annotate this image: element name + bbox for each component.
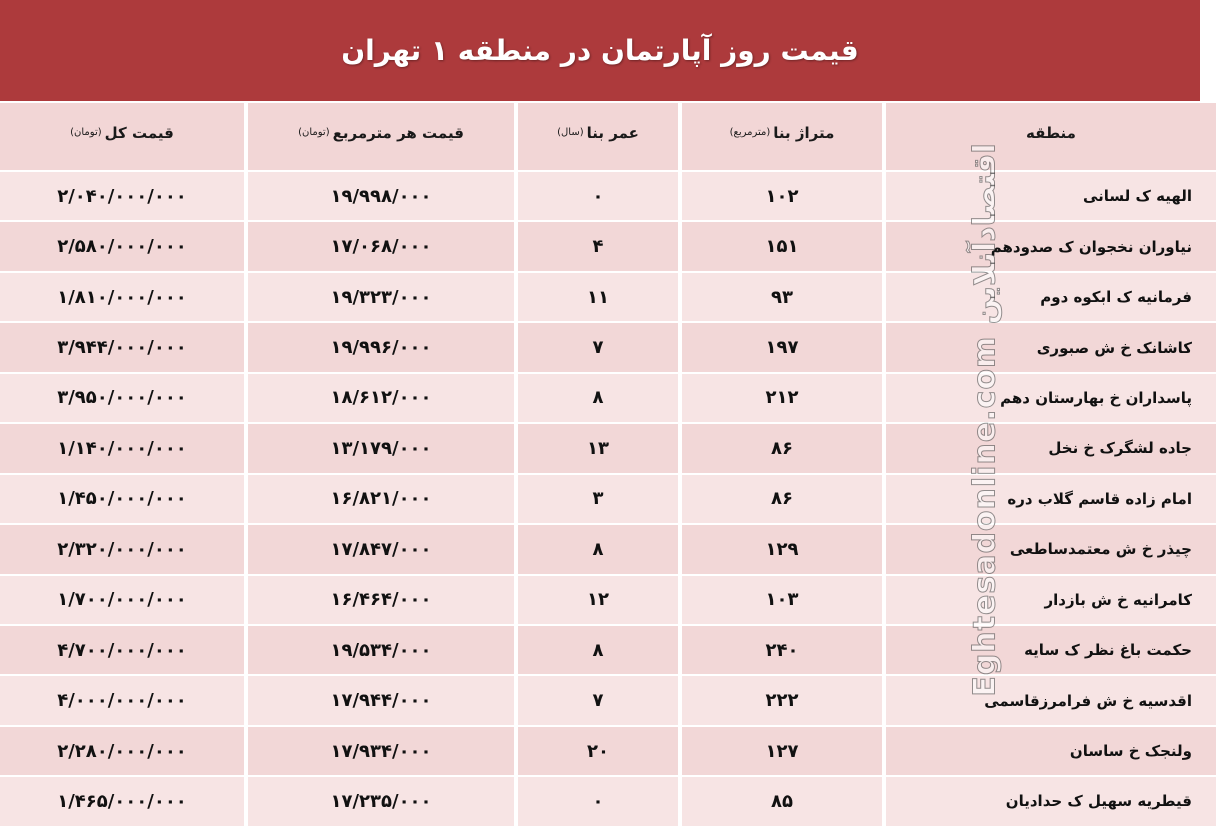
header-total-price-label: قیمت کل (104, 123, 174, 142)
total-price-cell: ۱/۷۰۰/۰۰۰/۰۰۰ (0, 576, 244, 624)
age-cell: ۱۱ (518, 273, 678, 321)
price-per-meter-cell: ۱۷/۸۴۷/۰۰۰ (248, 525, 514, 573)
price-per-meter-cell: ۱۹/۵۳۴/۰۰۰ (248, 626, 514, 674)
header-age-label: عمر بنا (586, 123, 639, 142)
header-total-price-unit: (تومان) (70, 127, 102, 138)
header-area-label: متراژ بنا (773, 123, 835, 142)
header-price-per-meter (248, 103, 514, 170)
total-price-cell: ۳/۹۴۴/۰۰۰/۰۰۰ (0, 323, 244, 371)
header-age-unit: (سال) (557, 127, 584, 138)
total-price-cell: ۲/۲۸۰/۰۰۰/۰۰۰ (0, 727, 244, 775)
age-cell: ۸ (518, 525, 678, 573)
region-cell: فرمانیه ک ابکوه دوم (886, 273, 1216, 321)
site-watermark: Eghtesadonline.com اقتصادآنلاین (967, 143, 1003, 697)
total-price-cell: ۲/۳۲۰/۰۰۰/۰۰۰ (0, 525, 244, 573)
price-table (0, 103, 1200, 812)
title-banner (0, 0, 1200, 103)
total-price-cell: ۱/۴۵۰/۰۰۰/۰۰۰ (0, 475, 244, 523)
total-price-cell: ۱/۴۶۵/۰۰۰/۰۰۰ (0, 777, 244, 825)
header-area (682, 103, 882, 170)
total-price-cell: ۳/۹۵۰/۰۰۰/۰۰۰ (0, 374, 244, 422)
age-cell: ۱۳ (518, 424, 678, 472)
age-cell: ۲۰ (518, 727, 678, 775)
region-cell: کاشانک خ ش صبوری (886, 323, 1216, 371)
header-total-price (0, 103, 244, 170)
total-price-cell: ۲/۵۸۰/۰۰۰/۰۰۰ (0, 222, 244, 270)
area-cell: ۸۶ (682, 424, 882, 472)
age-cell: ۴ (518, 222, 678, 270)
age-cell: ۰ (518, 777, 678, 825)
price-per-meter-cell: ۱۷/۲۳۵/۰۰۰ (248, 777, 514, 825)
area-cell: ۱۵۱ (682, 222, 882, 270)
page-title: قیمت روز آپارتمان در منطقه ۱ تهران (341, 34, 859, 67)
region-cell: کامرانیه خ ش بازدار (886, 576, 1216, 624)
region-cell: امام زاده قاسم گلاب دره (886, 475, 1216, 523)
region-cell: پاسداران خ بهارستان دهم (886, 374, 1216, 422)
price-per-meter-cell: ۱۶/۸۲۱/۰۰۰ (248, 475, 514, 523)
region-cell: قیطریه سهیل ک حدادیان (886, 777, 1216, 825)
area-cell: ۱۰۳ (682, 576, 882, 624)
price-per-meter-cell: ۱۹/۳۲۳/۰۰۰ (248, 273, 514, 321)
header-area-unit: (مترمربع) (729, 127, 771, 138)
price-per-meter-cell: ۱۳/۱۷۹/۰۰۰ (248, 424, 514, 472)
header-price-per-meter-label: قیمت هر مترمربع (332, 123, 464, 142)
price-per-meter-cell: ۱۶/۴۶۴/۰۰۰ (248, 576, 514, 624)
total-price-cell: ۴/۷۰۰/۰۰۰/۰۰۰ (0, 626, 244, 674)
age-cell: ۰ (518, 172, 678, 220)
price-per-meter-cell: ۱۷/۰۶۸/۰۰۰ (248, 222, 514, 270)
region-cell: حکمت باغ نظر ک سایه (886, 626, 1216, 674)
header-age (518, 103, 678, 170)
region-cell: جاده لشگرک خ نخل (886, 424, 1216, 472)
area-cell: ۲۱۲ (682, 374, 882, 422)
area-cell: ۲۲۲ (682, 676, 882, 724)
area-cell: ۱۰۲ (682, 172, 882, 220)
total-price-cell: ۲/۰۴۰/۰۰۰/۰۰۰ (0, 172, 244, 220)
price-per-meter-cell: ۱۷/۹۴۴/۰۰۰ (248, 676, 514, 724)
age-cell: ۷ (518, 323, 678, 371)
price-per-meter-cell: ۱۹/۹۹۶/۰۰۰ (248, 323, 514, 371)
age-cell: ۸ (518, 626, 678, 674)
area-cell: ۲۴۰ (682, 626, 882, 674)
price-per-meter-cell: ۱۸/۶۱۲/۰۰۰ (248, 374, 514, 422)
age-cell: ۱۲ (518, 576, 678, 624)
price-per-meter-cell: ۱۷/۹۳۴/۰۰۰ (248, 727, 514, 775)
region-cell: الهیه ک لسانی (886, 172, 1216, 220)
region-cell: چیذر خ ش معتمدساطعی (886, 525, 1216, 573)
area-cell: ۱۹۷ (682, 323, 882, 371)
area-cell: ۹۳ (682, 273, 882, 321)
region-cell: ولنجک خ ساسان (886, 727, 1216, 775)
region-cell: اقدسیه خ ش فرامرزقاسمی (886, 676, 1216, 724)
area-cell: ۱۲۹ (682, 525, 882, 573)
price-per-meter-cell: ۱۹/۹۹۸/۰۰۰ (248, 172, 514, 220)
age-cell: ۳ (518, 475, 678, 523)
area-cell: ۸۶ (682, 475, 882, 523)
header-region (886, 103, 1216, 170)
total-price-cell: ۴/۰۰۰/۰۰۰/۰۰۰ (0, 676, 244, 724)
area-cell: ۸۵ (682, 777, 882, 825)
region-cell: نیاوران نخجوان ک صدودهم (886, 222, 1216, 270)
age-cell: ۷ (518, 676, 678, 724)
age-cell: ۸ (518, 374, 678, 422)
total-price-cell: ۱/۱۴۰/۰۰۰/۰۰۰ (0, 424, 244, 472)
total-price-cell: ۱/۸۱۰/۰۰۰/۰۰۰ (0, 273, 244, 321)
header-price-per-meter-unit: (تومان) (298, 127, 330, 138)
area-cell: ۱۲۷ (682, 727, 882, 775)
header-region-label: منطقه (1026, 123, 1076, 142)
